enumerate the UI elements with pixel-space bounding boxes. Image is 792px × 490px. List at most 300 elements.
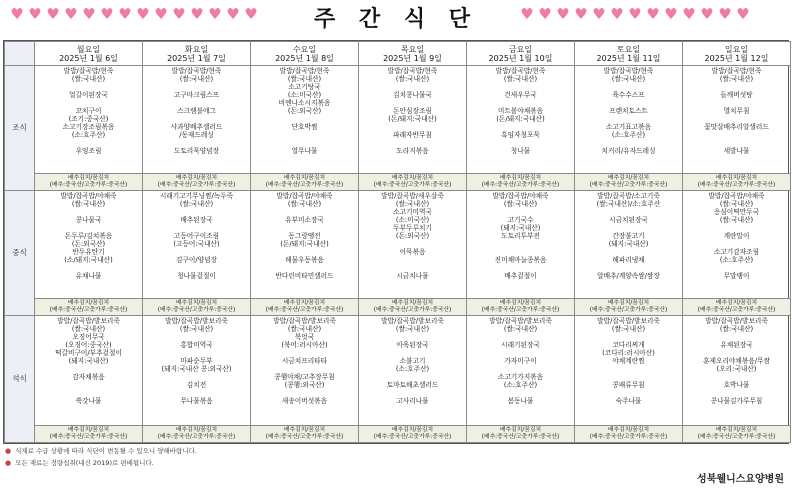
kimchi-origin: (배추:중국산/고춧가루:중국산) (697, 307, 776, 313)
menu-cell (359, 316, 467, 426)
menu-item: 콩패류무침 (612, 381, 645, 389)
menu-item: 숙주나물 (615, 397, 642, 405)
menu-item: 감자채볶음 (72, 373, 105, 381)
menu-item: 세발나물 (723, 147, 750, 155)
menu-item: (돼지:국내산 콩:외국산) (161, 365, 232, 373)
kimchi-name: 배추김치/꿈김치 (391, 175, 434, 181)
heart-icon: ♥ (82, 5, 96, 23)
bullet-icon: ● (5, 447, 12, 455)
menu-item (685, 99, 788, 107)
menu-item: 간장불고기 (612, 232, 645, 240)
menu-item: 소고기탕국 (288, 83, 321, 91)
menu-item: (쌀:국내산) (503, 200, 538, 208)
menu-item: 시금치나물 (396, 272, 429, 280)
day-date: 2025년 1월 7일 (167, 54, 226, 63)
menu-cell (359, 191, 467, 299)
kimchi-cell (683, 174, 791, 191)
menu-item (37, 139, 140, 147)
menu-item (253, 248, 356, 256)
day-header (575, 42, 683, 66)
menu-item: 멸치무침 (723, 107, 750, 115)
menu-item: 도토리투부전 (501, 232, 540, 240)
menu-item: (소:호주산) (395, 365, 430, 373)
menu-item: 아욱된장국 (396, 341, 429, 349)
heart-icon: ♥ (208, 5, 222, 23)
kimchi-cell (575, 299, 683, 316)
menu-item (361, 264, 464, 272)
menu-item (361, 123, 464, 131)
menu-item: 꼬치구이 (75, 107, 102, 115)
menu-item: (쌀:국내산) (719, 325, 754, 333)
menu-item: 발밥/잡곡밥/현죽 (603, 67, 654, 75)
day-date: 2025년 1월 9일 (383, 54, 442, 63)
notes-section (5, 447, 565, 471)
kimchi-name: 배추김치/꿈김치 (283, 300, 326, 306)
menu-item: (코다리:러시아산) (602, 349, 655, 357)
menu-item: 반두유탄기 (72, 248, 105, 256)
menu-item (361, 373, 464, 381)
kimchi-cell (467, 426, 575, 443)
menu-item: 쑥갓나물 (75, 397, 102, 405)
kimchi-cell (143, 426, 251, 443)
day-header (35, 42, 143, 66)
kimchi-name: 배추김치/꿈김치 (67, 427, 110, 433)
heart-decoration-right (520, 5, 750, 23)
menu-item: 육수수스프 (612, 91, 645, 99)
menu-item (685, 240, 788, 248)
weekly-menu-table (3, 40, 789, 444)
menu-item: (쌀:국내산) (287, 200, 322, 208)
menu-item (685, 333, 788, 341)
kimchi-name: 배추김치/꿈김치 (67, 300, 110, 306)
menu-cell (35, 66, 143, 174)
day-date: 2025년 1월 6일 (59, 54, 118, 63)
meal-label: 조식 (5, 66, 35, 191)
menu-item: (소:미국산) (287, 91, 322, 99)
menu-item (469, 83, 572, 91)
menu-item: 소고기감자조림 (713, 248, 760, 256)
menu-item (145, 83, 248, 91)
menu-item: 돈두루/김치볶음 (64, 232, 113, 240)
menu-item: (돼지:국내산) (500, 224, 541, 232)
menu-item: 코다리찌개 (612, 341, 645, 349)
note-item (5, 447, 565, 456)
menu-item: 북엇국 (294, 333, 315, 341)
menu-item: 발밥/잡곡밥/현죽 (171, 67, 222, 75)
menu-item: (쌀:국내산) (179, 200, 214, 208)
menu-item: 비엔나소시지볶음 (278, 99, 331, 107)
menu-item (361, 139, 464, 147)
menu-item (361, 83, 464, 91)
menu-cell (143, 66, 251, 174)
menu-item (469, 139, 572, 147)
menu-item: 고사리나물 (396, 397, 429, 405)
day-date: 2025년 1월 12일 (704, 54, 769, 63)
menu-item: (소:호주산) (71, 131, 106, 139)
menu-item (37, 264, 140, 272)
kimchi-cell (575, 426, 683, 443)
meal-label: 중식 (5, 191, 35, 316)
menu-cell (467, 66, 575, 174)
heart-icon: ♥ (520, 5, 534, 23)
heart-icon: ♥ (64, 5, 78, 23)
menu-item (253, 224, 356, 232)
menu-item: 열무나물 (291, 147, 318, 155)
menu-item: (쌀:국내산) (719, 75, 754, 83)
kimchi-cell (143, 299, 251, 316)
menu-item: 해파리냉채 (612, 256, 645, 264)
menu-item: (쌀:국내산) (503, 75, 538, 83)
menu-item: 홍합미역국 (180, 341, 213, 349)
kimchi-name: 배추김치/꿈김치 (175, 175, 218, 181)
meal-row (5, 316, 791, 426)
menu-item: 가자미구이 (504, 357, 537, 365)
menu-item: (소:호주산) (503, 381, 538, 389)
menu-item: 새송이버섯볶음 (281, 397, 328, 405)
heart-icon: ♥ (244, 5, 258, 23)
menu-item: 훈제오리야채볶음/무쌈 (703, 357, 770, 365)
kimchi-name: 배추김치/꿈김치 (175, 427, 218, 433)
menu-item: (소:미국산) (395, 216, 430, 224)
day-name: 월요일 (76, 45, 101, 54)
menu-item: 소고기장조림볶음 (62, 123, 115, 131)
kimchi-name: 배추김치/꿈김치 (67, 175, 110, 181)
menu-item (469, 333, 572, 341)
day-date: 2025년 1월 8일 (275, 54, 334, 63)
menu-item: 배추겉절이 (504, 272, 537, 280)
heart-icon: ♥ (610, 5, 624, 23)
menu-item (361, 99, 464, 107)
kimchi-cell (143, 174, 251, 191)
menu-cell (575, 316, 683, 426)
corner-cell (5, 42, 35, 66)
menu-item (577, 365, 680, 373)
menu-item (469, 349, 572, 357)
day-date: 2025년 1월 11일 (596, 54, 661, 63)
menu-item: 계란말이 (723, 232, 750, 240)
menu-item (685, 139, 788, 147)
kimchi-origin: (배추:중국산/고춧가루:중국산) (157, 182, 236, 188)
menu-item (145, 99, 248, 107)
menu-item: 시래기고기무닝찜/녹두죽 (159, 192, 234, 200)
kimchi-cell (683, 299, 791, 316)
menu-item: (돼지:국내산) (608, 240, 649, 248)
menu-item: (쌀:국내산) (287, 325, 322, 333)
menu-item: 발밥/잡곡밥/야채죽 (492, 192, 549, 200)
menu-item: 토마토해초샐러드 (386, 381, 439, 389)
menu-item: (조기:중국산) (68, 115, 109, 123)
day-date: 2025년 1월 10일 (488, 54, 553, 63)
menu-item: 콩햄야채/고추장무침 (274, 373, 335, 381)
menu-item (253, 365, 356, 373)
menu-item: 유채된장국 (720, 341, 753, 349)
menu-item: (북어:러시아산) (281, 341, 328, 349)
menu-item (685, 83, 788, 91)
menu-cell (467, 316, 575, 426)
kimchi-name: 배추김치/꿈김치 (715, 175, 758, 181)
menu-item: (쌀:국내산) (179, 325, 214, 333)
heart-icon: ♥ (154, 5, 168, 23)
heart-icon: ♥ (28, 5, 42, 23)
kimchi-origin: (배추:중국산/고춧가루:중국산) (697, 182, 776, 188)
menu-item (577, 389, 680, 397)
kimchi-origin: (배추:중국산/고춧가루:중국산) (49, 434, 128, 440)
menu-item: 유부미소장국 (285, 216, 324, 224)
day-header (143, 42, 251, 66)
day-header (359, 42, 467, 66)
heart-icon: ♥ (682, 5, 696, 23)
kimchi-cell (251, 426, 359, 443)
kimchi-cell (467, 174, 575, 191)
menu-item: 발밥/잡곡밥/발보리죽 (597, 317, 660, 325)
menu-item: (쌀:국내산) (395, 325, 430, 333)
menu-item (577, 99, 680, 107)
menu-item: 반다린비타민샐러드 (275, 272, 334, 280)
menu-item (37, 224, 140, 232)
menu-item: (쌀:국내산) (395, 200, 430, 208)
kimchi-name: 배추김치/꿈김치 (607, 300, 650, 306)
menu-cell (683, 316, 791, 426)
menu-item: (돈/돼지:국내산) (496, 115, 545, 123)
kimchi-cell (575, 174, 683, 191)
menu-item: (쌀:국내산) (71, 200, 106, 208)
menu-item (145, 264, 248, 272)
menu-item: (쌀:국내산) (179, 75, 214, 83)
menu-item: 어묵볶음 (399, 248, 426, 256)
kimchi-origin: (배추:중국산/고춧가루:중국산) (481, 307, 560, 313)
kimchi-name: 배추김치/꿈김치 (499, 175, 542, 181)
meal-label: 석식 (5, 316, 35, 443)
menu-item: (쌀:국내산) (503, 325, 538, 333)
menu-item (253, 131, 356, 139)
menu-item: 소고기가지볶음 (497, 373, 544, 381)
menu-item (145, 349, 248, 357)
menu-item: (돈/돼지:국내산) (388, 115, 437, 123)
menu-item: 고구마크림스프 (173, 91, 220, 99)
menu-item: 봄동나물 (507, 397, 534, 405)
menu-item (253, 139, 356, 147)
menu-item: 소고기표고볶음 (605, 123, 652, 131)
menu-item (577, 224, 680, 232)
menu-cell (467, 191, 575, 299)
menu-item (685, 389, 788, 397)
kimchi-origin: (배추:중국산/고춧가루:중국산) (697, 434, 776, 440)
menu-item: /동재드레싱 (179, 131, 214, 139)
menu-item: 파래자반무침 (393, 131, 432, 139)
menu-item (145, 333, 248, 341)
menu-item: 발밥/잡곡밥/발보리죽 (57, 317, 120, 325)
note-text: 모든 재료는 정량섭취(내신 2019)로 편배됩니다. (15, 459, 154, 467)
meal-row (5, 191, 791, 299)
kimchi-cell (467, 299, 575, 316)
menu-item (469, 248, 572, 256)
kimchi-cell (359, 426, 467, 443)
menu-cell (251, 66, 359, 174)
menu-item (253, 349, 356, 357)
menu-item: 건새우무국 (504, 91, 537, 99)
menu-item: 발밥/잡곡밥/현죽 (495, 67, 546, 75)
day-name: 토요일 (616, 45, 641, 54)
menu-item: (쌀:국내산) (395, 75, 430, 83)
kimchi-origin: (배추:중국산/고춧가루:중국산) (589, 307, 668, 313)
menu-item (685, 131, 788, 139)
kimchi-origin: (배추:중국산/고춧가루:중국산) (373, 182, 452, 188)
menu-item (253, 115, 356, 123)
menu-item: 발밥/잡곡밥/야채죽 (708, 192, 765, 200)
kimchi-origin: (배추:중국산/고춧가루:중국산) (265, 434, 344, 440)
menu-item: (쌀:국내산) (719, 200, 754, 208)
menu-item (145, 139, 248, 147)
kimchi-name: 배추김치/꿈김치 (499, 427, 542, 433)
menu-cell (251, 191, 359, 299)
menu-item: 발밥/잡곡밥/발보리죽 (273, 317, 336, 325)
menu-item (577, 83, 680, 91)
menu-item: 스크램블에그 (177, 107, 216, 115)
menu-item: 단호박찜 (291, 123, 318, 131)
heart-icon: ♥ (190, 5, 204, 23)
menu-cell (575, 66, 683, 174)
menu-item: (오리:국내산) (716, 365, 757, 373)
menu-item (253, 389, 356, 397)
menu-item: 콩나물김가루무침 (710, 397, 763, 405)
menu-item: (오징어:중국산) (65, 341, 112, 349)
note-text: 식재료 수급 상황에 따라 식단이 변동될 수 있으니 양해바랍니다. (15, 447, 197, 455)
menu-item: 흑임자청포묵 (501, 131, 540, 139)
day-name: 금요일 (508, 45, 533, 54)
menu-item (685, 373, 788, 381)
menu-item: (돈:외국산) (71, 240, 106, 248)
heart-icon: ♥ (592, 5, 606, 23)
page-title: 주 간 식 단 (314, 7, 478, 32)
menu-item: 사과양배추샐러드 (170, 123, 223, 131)
menu-item: (콩햄:외국산) (284, 381, 325, 389)
menu-item (145, 389, 248, 397)
menu-item: 콩나물국 (75, 216, 102, 224)
menu-item (145, 224, 248, 232)
heart-icon: ♥ (556, 5, 570, 23)
menu-item (361, 256, 464, 264)
menu-item: 도라지볶음 (396, 147, 429, 155)
menu-item: 프렌치토스트 (609, 107, 648, 115)
menu-item: 진미채마늘종볶음 (494, 256, 547, 264)
menu-item (577, 115, 680, 123)
menu-item: 발밥/잡곡밥/소고기죽 (597, 192, 660, 200)
menu-item: (소:호주산) (719, 256, 754, 264)
kimchi-name: 배추김치/꿈김치 (391, 427, 434, 433)
kimchi-cell (251, 174, 359, 191)
menu-item (469, 264, 572, 272)
kimchi-origin: (배추:중국산/고춧가루:중국산) (49, 307, 128, 313)
menu-item: 들깨버섯탕 (720, 91, 753, 99)
kimchi-row (5, 299, 791, 316)
menu-item (577, 333, 680, 341)
day-header (683, 42, 791, 66)
menu-item: 발밥/잡곡밥/현죽 (63, 67, 114, 75)
kimchi-origin: (배추:중국산/고춧가루:중국산) (589, 182, 668, 188)
heart-icon: ♥ (226, 5, 240, 23)
menu-item: 소고기미역국 (393, 208, 432, 216)
day-name: 화요일 (184, 45, 209, 54)
heart-icon: ♥ (574, 5, 588, 23)
menu-cell (35, 316, 143, 426)
menu-item: 발밥/잡곡밥/새우살죽 (381, 192, 444, 200)
menu-item (37, 381, 140, 389)
kimchi-name: 배추김치/꿈김치 (607, 175, 650, 181)
menu-item: 얼갈이된장국 (69, 91, 108, 99)
kimchi-origin: (배추:중국산/고춧가루:중국산) (265, 307, 344, 313)
menu-item (253, 208, 356, 216)
menu-item: (고등어:국내산) (173, 240, 220, 248)
hospital-name: 성북웰니스요양병원 (697, 474, 784, 485)
kimchi-name: 배추김치/꿈김치 (715, 300, 758, 306)
menu-item (469, 365, 572, 373)
menu-cell (683, 66, 791, 174)
heart-icon: ♥ (700, 5, 714, 23)
day-name: 목요일 (400, 45, 425, 54)
kimchi-origin: (배추:중국산/고춧가루:중국산) (157, 307, 236, 313)
kimchi-origin: (배추:중국산/고춧가루:중국산) (265, 182, 344, 188)
menu-item (469, 240, 572, 248)
kimchi-cell (251, 299, 359, 316)
kimchi-origin: (배추:중국산/고춧가루:중국산) (481, 434, 560, 440)
page-header (0, 0, 792, 34)
menu-item: 발밥/잡곡밥/야채죽 (60, 192, 117, 200)
menu-item (469, 208, 572, 216)
heart-icon: ♥ (10, 5, 24, 23)
menu-item: 발밥/잡곡밥/현죽 (387, 67, 438, 75)
menu-item (37, 365, 140, 373)
kimchi-origin: (배추:중국산/고춧가루:중국산) (157, 434, 236, 440)
heart-icon: ♥ (172, 5, 186, 23)
menu-item: 발밥/잡곡밥/야채죽 (276, 192, 333, 200)
menu-item (361, 389, 464, 397)
menu-item: 김치콩나물국 (393, 91, 432, 99)
menu-item: 시금치된장국 (609, 216, 648, 224)
menu-item: (쌀:국내산) (71, 75, 106, 83)
heart-icon: ♥ (736, 5, 750, 23)
menu-item (253, 264, 356, 272)
menu-item (37, 389, 140, 397)
menu-cell (35, 191, 143, 299)
menu-item: 시래기된장국 (501, 341, 540, 349)
heart-icon: ♥ (100, 5, 114, 23)
menu-item: (쌀:국내산) (719, 216, 754, 224)
day-name: 수요일 (292, 45, 317, 54)
menu-item: 돈안심장조림 (393, 107, 432, 115)
kimchi-origin: (배추:중국산/고춧가루:중국산) (481, 182, 560, 188)
menu-item: 떡갈비구이/부추겉절이 (55, 349, 122, 357)
menu-item: 고등어구이조림 (173, 232, 220, 240)
menu-item: 발밥/잡곡밥/발보리죽 (165, 317, 228, 325)
menu-item: 우엉조림 (75, 147, 102, 155)
menu-cell (143, 191, 251, 299)
menu-item (37, 83, 140, 91)
menu-item (469, 389, 572, 397)
menu-item: 알배추/계양속쌈/쌈장 (597, 272, 660, 280)
menu-item (577, 208, 680, 216)
heart-icon: ♥ (718, 5, 732, 23)
meal-row (5, 66, 791, 174)
kimchi-cell (35, 174, 143, 191)
heart-icon: ♥ (646, 5, 660, 23)
kimchi-origin: (배추:중국산/고춧가루:중국산) (373, 434, 452, 440)
menu-item (145, 373, 248, 381)
menu-item (685, 224, 788, 232)
menu-item: 미트볼야채볶음 (497, 107, 544, 115)
menu-item: 발밥/잡곡밥/현죽 (711, 67, 762, 75)
menu-item: 발밥/잡곡밥/발보리죽 (489, 317, 552, 325)
kimchi-cell (35, 299, 143, 316)
